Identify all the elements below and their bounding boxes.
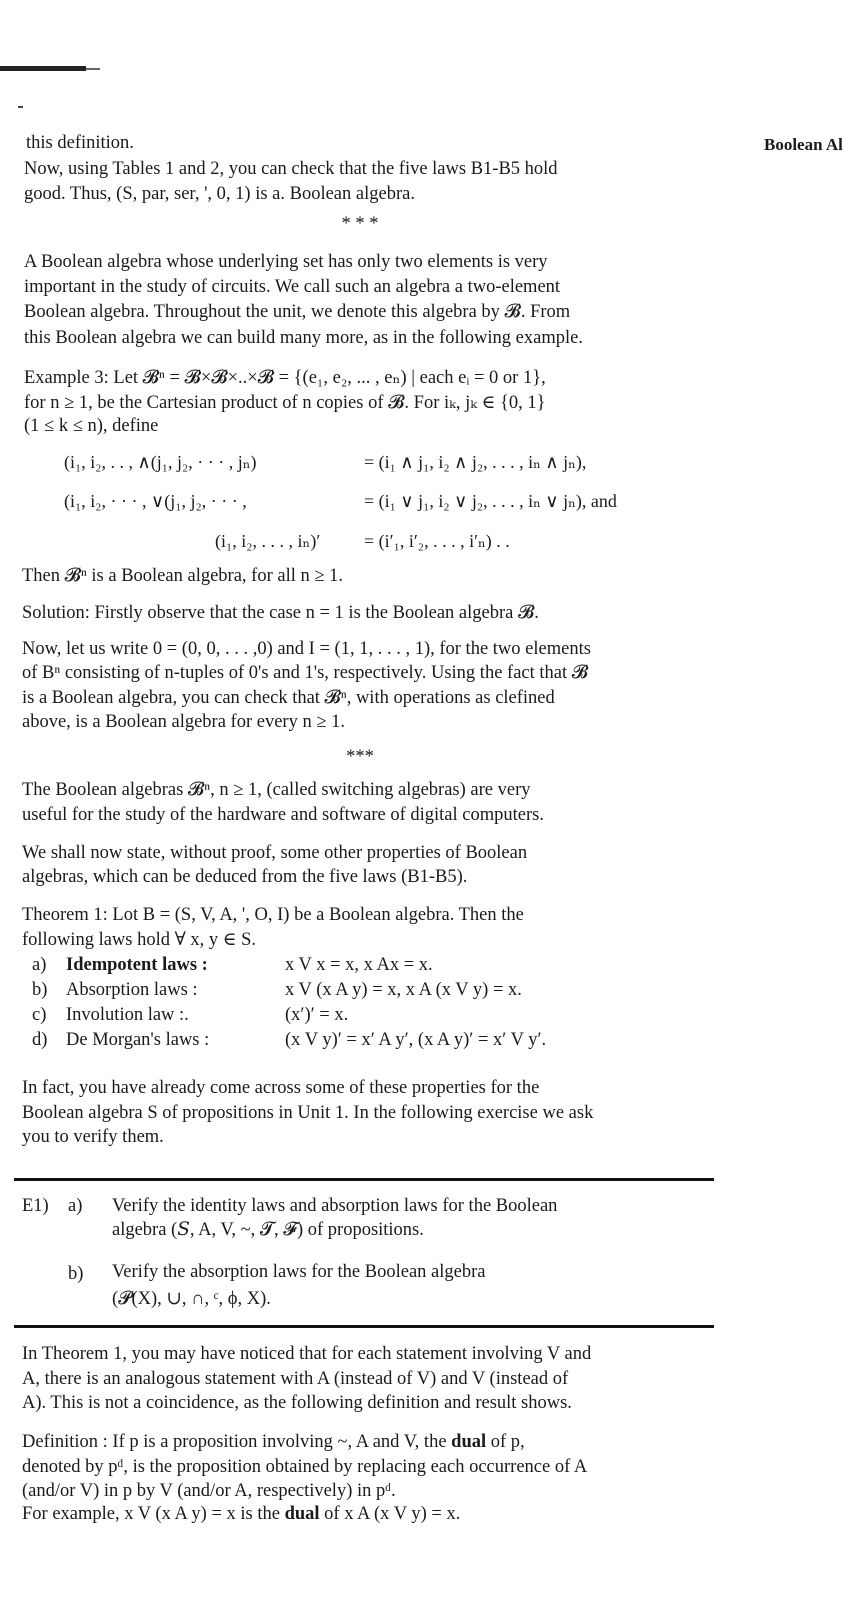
running-header: Boolean Al <box>764 135 843 154</box>
example3-line-3: (1 ≤ k ≤ n), define <box>24 416 159 436</box>
para2-line-1: The Boolean algebras 𝓑ⁿ, n ≥ 1, (called switching algebras) are very <box>22 780 531 800</box>
theorem1-line-1: Theorem 1: Lot B = (S, V, A, ', O, I) be a Boolean algebra. Then the <box>22 905 524 925</box>
para5-line-3: A). This is not a coincidence, as the following definition and result shows. <box>22 1393 572 1413</box>
exercise-b-line-2: (𝓟(X), ∪, ∩, ᶜ, ϕ, X). <box>112 1289 271 1309</box>
para3-line-1: We shall now state, without proof, some other properties of Boolean <box>22 843 528 863</box>
solution-line-4: is a Boolean algebra, you can check that 𝓑ⁿ, with operations as clefined <box>22 688 555 708</box>
para3-line-2: algebras, which can be deduced from the five laws (B1-B5). <box>22 867 468 887</box>
law-d-tag: d) <box>32 1030 48 1050</box>
solution-line-2: Now, let us write 0 = (0, 0, . . . ,0) and I = (1, 1, . . . , 1), for the two elements <box>22 639 591 659</box>
eq2-rhs: = (i₁ ∨ j₁, i₂ ∨ j₂, . . . , iₙ ∨ jₙ), and <box>364 491 617 511</box>
intro-line-3: good. Thus, (S, par, ser, ', 0, 1) is a. Boolean algebra. <box>24 184 415 204</box>
exercise-b-tag: b) <box>68 1264 84 1284</box>
solution-line-3: of Bⁿ consisting of n-tuples of 0's and 1's, respectively. Using the fact that 𝓑 <box>22 663 589 683</box>
eq1-lhs: (i₁, i₂, . . , ∧(j₁, j₂, · · · , jₙ) <box>64 452 257 472</box>
eq3-lhs: (i₁, i₂, . . . , iₙ)′ <box>215 531 321 551</box>
scan-edge-mark-tail <box>86 68 100 70</box>
definition-line-1-pre: Definition : If p is a proposition involving ~, A and V, the <box>22 1432 452 1452</box>
law-c-tag: c) <box>32 1005 47 1025</box>
law-d-name: De Morgan's laws : <box>66 1030 210 1050</box>
definition-line-4-pre: For example, x V (x A y) = x is the <box>22 1504 285 1524</box>
scan-edge-mark <box>0 66 86 71</box>
law-a-tag: a) <box>32 955 47 975</box>
example3-line-2: for n ≥ 1, be the Cartesian product of n copies of 𝓑. For iₖ, jₖ ∈ {0, 1} <box>24 393 546 413</box>
eq3-rhs: = (i′₁, i′₂, . . . , i′ₙ) . . <box>364 531 510 551</box>
section-stars: * * * <box>341 214 379 234</box>
example3-line-1: Example 3: Let 𝓑ⁿ = 𝓑×𝓑×..×𝓑 = {(e₁, e₂, ... , eₙ) | each eᵢ = 0 or 1}, <box>24 368 546 388</box>
para1-line-1: A Boolean algebra whose underlying set has only two elements is very <box>24 252 548 272</box>
exercise-label: E1) <box>22 1196 49 1216</box>
law-b-tag: b) <box>32 980 48 1000</box>
definition-line-3: (and/or V) in p by V (and/or A, respectively) in pᵈ. <box>22 1481 396 1501</box>
law-c-formula: (x′)′ = x. <box>285 1005 349 1025</box>
definition-line-4 <box>22 1502 460 1527</box>
solution-stars: *** <box>346 747 374 767</box>
para4-line-1: In fact, you have already come across some of these properties for the <box>22 1078 540 1098</box>
intro-line-2: Now, using Tables 1 and 2, you can check that the five laws B1-B5 hold <box>24 159 558 179</box>
scan-dash-mark <box>18 106 23 108</box>
law-b-name: Absorption laws : <box>66 980 198 1000</box>
law-b-formula: x V (x A y) = x, x A (x V y) = x. <box>285 980 522 1000</box>
definition-line-1-post: of p, <box>486 1432 525 1452</box>
definition-dual-term: dual <box>451 1432 487 1452</box>
law-d-formula: (x V y)′ = x′ A y′, (x A y)′ = x′ V y′. <box>285 1030 547 1050</box>
para2-line-2: useful for the study of the hardware and software of digital computers. <box>22 805 544 825</box>
exercise-bottom-rule <box>14 1325 714 1328</box>
para4-line-3: you to verify them. <box>22 1127 164 1147</box>
exercise-a-line-1: Verify the identity laws and absorption laws for the Boolean <box>112 1196 558 1216</box>
para5-line-1: In Theorem 1, you may have noticed that for each statement involving V and <box>22 1344 592 1364</box>
exercise-a-tag: a) <box>68 1196 83 1216</box>
theorem1-line-2: following laws hold ∀ x, y ∈ S. <box>22 930 257 950</box>
para4-line-2: Boolean algebra S of propositions in Unit 1. In the following exercise we ask <box>22 1103 594 1123</box>
exercise-b-line-1: Verify the absorption laws for the Boolean algebra <box>112 1262 486 1282</box>
eq2-lhs: (i₁, i₂, · · · , ∨(j₁, j₂, · · · , <box>64 491 247 511</box>
definition-example-dual: dual <box>284 1504 320 1524</box>
eq1-rhs: = (i₁ ∧ j₁, i₂ ∧ j₂, . . . , iₙ ∧ jₙ), <box>364 452 587 472</box>
para1-line-2: important in the study of circuits. We call such an algebra a two-element <box>24 277 561 297</box>
exercise-top-rule <box>14 1178 714 1181</box>
intro-line-1: this definition. <box>26 133 134 153</box>
para1-line-3: Boolean algebra. Throughout the unit, we denote this algebra by 𝓑. From <box>24 302 571 322</box>
example3-conclusion: Then 𝓑ⁿ is a Boolean algebra, for all n ≥ 1. <box>22 566 344 586</box>
exercise-a-line-2: algebra (𝑆, A, V, ~, 𝓣, 𝓕) of propositions. <box>112 1220 424 1240</box>
definition-line-2: denoted by pᵈ, is the proposition obtained by replacing each occurrence of A <box>22 1457 588 1477</box>
para5-line-2: A, there is an analogous statement with A (instead of V) and V (instead of <box>22 1369 569 1389</box>
definition-line-1 <box>22 1430 525 1455</box>
definition-line-4-post: of x A (x V y) = x. <box>319 1504 461 1524</box>
para1-line-4: this Boolean algebra we can build many more, as in the following example. <box>24 328 583 348</box>
law-a-formula: x V x = x, x Ax = x. <box>285 955 433 975</box>
solution-line-1: Solution: Firstly observe that the case n = 1 is the Boolean algebra 𝓑. <box>22 603 539 623</box>
law-c-name: Involution law :. <box>66 1005 189 1025</box>
solution-line-5: above, is a Boolean algebra for every n ≥ 1. <box>22 712 345 732</box>
law-a-name: Idempotent laws : <box>66 955 208 975</box>
